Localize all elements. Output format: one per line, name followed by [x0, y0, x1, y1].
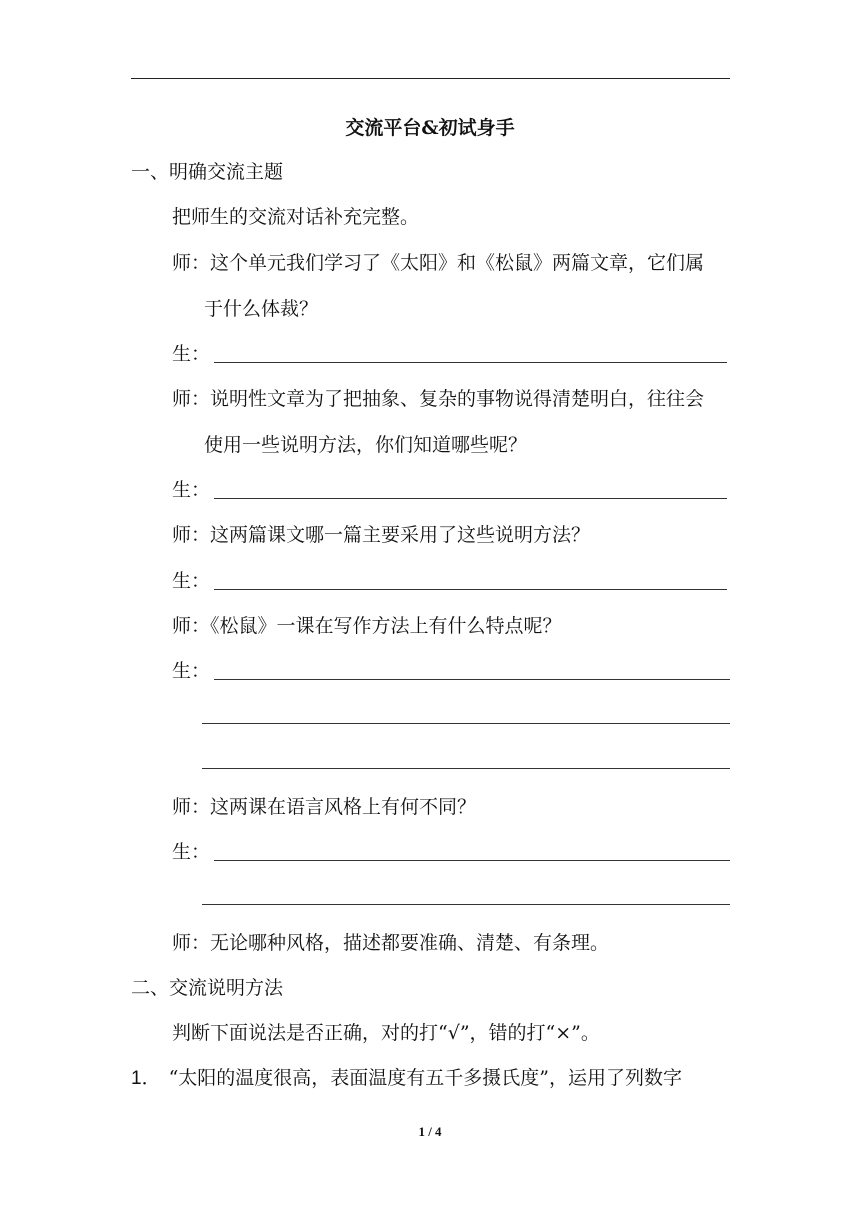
- teacher-question-1-cont: 于什么体裁？: [204, 298, 319, 320]
- teacher-line-4: [172, 614, 562, 638]
- teacher-line-5: [172, 795, 476, 819]
- teacher-question-4: 《松鼠》一课在写作方法上有什么特点呢？: [210, 615, 562, 637]
- teacher-line-3: [172, 523, 590, 547]
- section1-heading: 一、明确交流主题: [131, 161, 284, 183]
- answer-blank-4b[interactable]: [202, 723, 730, 724]
- student-line-4: [172, 659, 210, 683]
- answer-blank-2[interactable]: [214, 498, 727, 499]
- section1-instruction: 把师生的交流对话补充完整。: [172, 206, 420, 228]
- student-label: 生：: [172, 570, 211, 592]
- teacher-line-1: [172, 251, 704, 275]
- student-line-2: [172, 478, 210, 502]
- teacher-question-2-cont: 使用一些说明方法，你们知道哪些呢？: [204, 434, 528, 456]
- student-label: 生：: [172, 343, 211, 365]
- student-label: 生：: [172, 841, 211, 863]
- teacher-label: 师：: [172, 524, 211, 546]
- teacher-label: 师：: [172, 388, 211, 410]
- section2-heading: 二、交流说明方法: [131, 977, 284, 999]
- answer-blank-4a[interactable]: [214, 679, 730, 680]
- answer-blank-5b[interactable]: [202, 904, 730, 905]
- teacher-line-2: [172, 387, 704, 411]
- item-text: “太阳的温度很高，表面温度有五千多摄氏度”，运用了列数字: [168, 1067, 683, 1089]
- teacher-question-5: 这两课在语言风格上有何不同？: [210, 796, 477, 818]
- answer-blank-1[interactable]: [214, 362, 727, 363]
- teacher-question-3: 这两篇课文哪一篇主要采用了这些说明方法？: [210, 524, 591, 546]
- teacher-label: 师：: [172, 932, 211, 954]
- teacher-question-2: 说明性文章为了把抽象、复杂的事物说得清楚明白，往往会: [210, 388, 705, 410]
- teacher-line-6: [172, 931, 609, 955]
- student-label: 生：: [172, 660, 211, 682]
- teacher-label: 师：: [172, 796, 211, 818]
- student-line-5: [172, 840, 210, 864]
- item-number: 1．: [131, 1068, 161, 1089]
- student-line-1: [172, 342, 210, 366]
- answer-blank-5a[interactable]: [214, 860, 730, 861]
- teacher-label: 师：: [172, 615, 211, 637]
- header-rule: [131, 78, 730, 79]
- teacher-statement-6: 无论哪种风格，描述都要准确、清楚、有条理。: [210, 932, 610, 954]
- teacher-label: 师：: [172, 252, 211, 274]
- section2-instruction: 判断下面说法是否正确，对的打“√”，错的打“×”。: [172, 1022, 600, 1044]
- question-item-1: [131, 1066, 682, 1091]
- answer-blank-4c[interactable]: [202, 768, 730, 769]
- page-title: 交流平台&初试身手: [345, 117, 515, 139]
- answer-blank-3[interactable]: [214, 589, 727, 590]
- teacher-question-1: 这个单元我们学习了《太阳》和《松鼠》两篇文章，它们属: [210, 252, 705, 274]
- student-label: 生：: [172, 479, 211, 501]
- student-line-3: [172, 569, 210, 593]
- page-number: 1 / 4: [418, 1124, 442, 1139]
